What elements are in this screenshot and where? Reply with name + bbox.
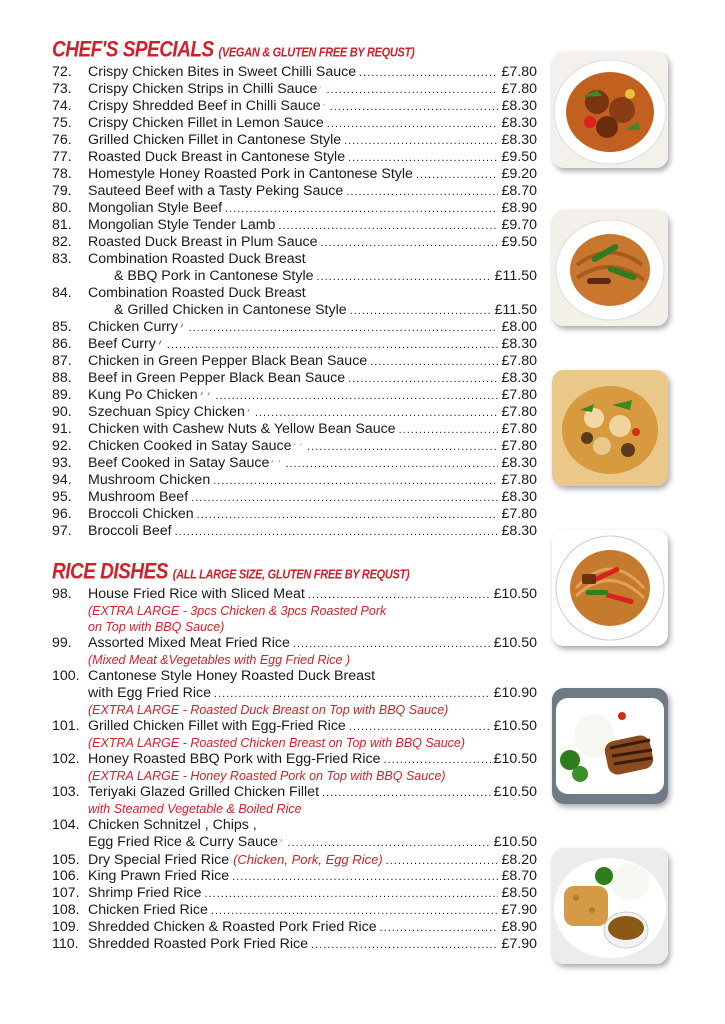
food-photo-szechuan-noodles	[552, 530, 668, 646]
chili-pepper-icon	[319, 82, 321, 93]
item-name: Combination Roasted Duck Breast	[88, 285, 306, 301]
item-number: 77.	[52, 149, 72, 165]
food-photo-kung-po-chicken	[552, 370, 668, 486]
menu-item	[52, 149, 537, 166]
menu-item-continuation	[52, 302, 537, 319]
item-price: £8.30	[501, 455, 537, 471]
leader-dots	[232, 869, 498, 886]
item-name: House Fried Rice with Sliced Meat	[88, 586, 305, 602]
item-name: Chicken Schnitzel , Chips ,	[88, 817, 257, 833]
leader-dots	[278, 218, 498, 235]
item-name: Chicken Cooked in Satay Sauce	[88, 438, 292, 454]
item-number: 88.	[52, 370, 72, 386]
item-price: £7.80	[501, 353, 537, 369]
item-name: Assorted Mixed Meat Fried Rice	[88, 635, 290, 651]
item-price: £7.80	[501, 472, 537, 488]
leader-dots	[359, 65, 498, 82]
menu-item	[52, 370, 537, 387]
item-number: 96.	[52, 506, 72, 522]
item-price: £8.30	[501, 98, 537, 114]
item-number: 76.	[52, 132, 72, 148]
item-price: £8.30	[501, 336, 537, 352]
item-note: (EXTRA LARGE - 3pcs Chicken & 3pcs Roasted Pork	[88, 604, 387, 618]
leader-dots	[330, 99, 499, 116]
menu-item	[52, 919, 537, 936]
leader-dots	[344, 133, 498, 150]
item-name: Sauteed Beef with a Tasty Peking Sauce	[88, 183, 344, 199]
item-price: £7.80	[501, 506, 537, 522]
leader-dots	[225, 201, 498, 218]
item-price: £7.90	[501, 902, 537, 918]
menu-item	[52, 115, 537, 132]
leader-dots	[215, 388, 498, 405]
item-number: 93.	[52, 455, 72, 471]
menu-item	[52, 353, 537, 370]
menu-item	[52, 64, 537, 81]
leader-dots	[189, 320, 499, 337]
item-number: 86.	[52, 336, 72, 352]
item-price: £11.50	[494, 302, 537, 318]
item-note: (Mixed Meat &Vegetables with Egg Fried Rice )	[88, 653, 351, 667]
item-name-continued: Egg Fried Rice & Curry Sauce	[88, 834, 279, 850]
item-note: on Top with BBQ Sauce)	[88, 620, 225, 634]
item-price: £10.50	[493, 586, 537, 602]
item-note: (EXTRA LARGE - Roasted Duck Breast on Top with BBQ Sauce)	[88, 703, 449, 717]
leader-dots	[327, 82, 499, 99]
item-number: 82.	[52, 234, 72, 250]
item-name: Shredded Chicken & Roasted Pork Fried Rice	[88, 919, 377, 935]
leader-dots	[167, 337, 499, 354]
item-name: Combination Roasted Duck Breast	[88, 251, 306, 267]
item-name: Beef Cooked in Satay Sauce	[88, 455, 270, 471]
item-number: 109.	[52, 919, 80, 935]
item-number: 74.	[52, 98, 72, 114]
item-name-continued: & Grilled Chicken in Cantonese Style	[114, 302, 347, 318]
item-name: Shredded Roasted Pork Fried Rice	[88, 936, 309, 952]
item-price: £10.50	[493, 718, 537, 734]
item-name: Kung Po Chicken	[88, 387, 198, 403]
item-number: 102.	[52, 751, 80, 767]
item-name: Crispy Chicken Strips in Chilli Sauce	[88, 81, 318, 97]
item-note: (EXTRA LARGE - Honey Roasted Pork on Top with BBQ Sauce)	[88, 769, 446, 783]
item-number: 105.	[52, 852, 80, 868]
item-price: £7.80	[501, 404, 537, 420]
chili-pepper-icon	[300, 439, 302, 450]
leader-dots	[175, 524, 499, 541]
leader-dots	[213, 473, 498, 490]
leader-dots	[320, 235, 498, 252]
item-number: 75.	[52, 115, 72, 131]
chili-pepper-icon	[158, 337, 162, 348]
item-name: Chicken Fried Rice	[88, 902, 208, 918]
menu-column	[52, 38, 537, 953]
item-price: £11.50	[494, 268, 537, 284]
leader-dots	[191, 490, 498, 507]
item-price: £7.90	[501, 936, 537, 952]
item-price: £10.50	[493, 635, 537, 651]
menu-item	[52, 183, 537, 200]
item-number: 110.	[52, 936, 79, 952]
chili-pepper-icon	[323, 99, 325, 110]
item-price: £8.90	[501, 919, 537, 935]
menu-item	[52, 455, 537, 472]
menu-item	[52, 936, 537, 953]
item-name: Grilled Chicken Fillet in Cantonese Style	[88, 132, 342, 148]
chili-pepper-icon	[271, 456, 274, 467]
chili-pepper-icon	[280, 835, 282, 846]
item-number: 83.	[52, 251, 72, 267]
item-price: £9.50	[501, 149, 537, 165]
menu-item	[52, 81, 537, 98]
item-number: 80.	[52, 200, 72, 216]
menu-item	[52, 234, 537, 251]
menu-item	[52, 319, 537, 336]
item-name: Honey Roasted BBQ Pork with Egg-Fried Rice	[88, 751, 381, 767]
item-name: Crispy Chicken Fillet in Lemon Sauce	[88, 115, 324, 131]
item-number: 87.	[52, 353, 72, 369]
item-number: 95.	[52, 489, 72, 505]
item-price: £8.30	[501, 489, 537, 505]
menu-item-continuation	[52, 834, 537, 851]
item-price: £8.50	[501, 885, 537, 901]
menu-item	[52, 387, 537, 404]
leader-dots	[308, 587, 491, 604]
item-note: (EXTRA LARGE - Roasted Chicken Breast on Top with BBQ Sauce)	[88, 736, 466, 750]
item-number: 101.	[52, 718, 80, 734]
item-price: £8.90	[501, 200, 537, 216]
item-name-continued: with Egg Fried Rice	[88, 685, 212, 701]
leader-dots	[348, 150, 498, 167]
item-number: 94.	[52, 472, 72, 488]
item-number: 100.	[52, 668, 80, 684]
menu-item	[52, 438, 537, 455]
menu-item	[52, 489, 537, 506]
item-number: 72.	[52, 64, 72, 80]
item-name: Chicken in Green Pepper Black Bean Sauce	[88, 353, 368, 369]
item-price: £10.50	[493, 784, 537, 800]
leader-dots	[416, 167, 499, 184]
menu-item	[52, 472, 537, 489]
rice-dishes-list	[52, 586, 537, 953]
item-name: Dry Special Fried Rice	[88, 852, 230, 868]
item-price: £9.50	[501, 234, 537, 250]
item-name: Chicken with Cashew Nuts & Yellow Bean Sauce	[88, 421, 396, 437]
leader-dots	[346, 184, 498, 201]
item-number: 84.	[52, 285, 72, 301]
item-number: 99.	[52, 635, 72, 651]
menu-item	[52, 523, 537, 540]
menu-item	[52, 851, 537, 868]
item-price: £7.80	[501, 421, 537, 437]
item-name: Beef in Green Pepper Black Bean Sauce	[88, 370, 346, 386]
leader-dots	[197, 507, 499, 524]
leader-dots	[205, 886, 499, 903]
menu-item	[52, 404, 537, 421]
leader-dots	[317, 269, 492, 286]
item-name: Roasted Duck Breast in Plum Sauce	[88, 234, 318, 250]
leader-dots	[287, 835, 490, 852]
item-inline-note: (Chicken, Pork, Egg Rice)	[233, 852, 383, 867]
item-number: 90.	[52, 404, 72, 420]
menu-item	[52, 285, 537, 302]
item-number: 92.	[52, 438, 72, 454]
leader-dots	[311, 937, 498, 954]
leader-dots	[327, 116, 499, 133]
menu-item	[52, 251, 537, 268]
leader-dots	[211, 903, 499, 920]
item-number: 98.	[52, 586, 72, 602]
item-number: 103.	[52, 784, 80, 800]
item-number: 106.	[52, 868, 80, 884]
item-name: Grilled Chicken Fillet with Egg-Fried Rice	[88, 718, 346, 734]
menu-item	[52, 421, 537, 438]
menu-item-continuation	[52, 268, 537, 285]
item-number: 89.	[52, 387, 72, 403]
leader-dots	[348, 371, 498, 388]
item-number: 85.	[52, 319, 72, 335]
food-photo-crispy-chicken	[552, 52, 668, 168]
menu-item	[52, 868, 537, 885]
item-number: 78.	[52, 166, 72, 182]
leader-dots	[293, 636, 491, 653]
item-name: Cantonese Style Honey Roasted Duck Breast	[88, 668, 376, 684]
chefs-specials-list	[52, 64, 537, 540]
item-price: £7.80	[501, 438, 537, 454]
chili-pepper-icon	[200, 388, 203, 399]
item-price: £8.30	[501, 370, 537, 386]
menu-item-continuation	[52, 685, 537, 702]
item-price: £10.50	[493, 751, 537, 767]
item-price: £7.80	[501, 387, 537, 403]
food-photo-chicken-schnitzel	[552, 848, 668, 964]
item-number: 73.	[52, 81, 72, 97]
leader-dots	[350, 303, 492, 320]
leader-dots	[255, 405, 499, 422]
menu-item	[52, 751, 537, 768]
leader-dots	[322, 785, 491, 802]
section-title: CHEF'S SPECIALS	[52, 38, 214, 63]
menu-item	[52, 217, 537, 234]
chili-pepper-icon	[207, 388, 210, 399]
item-price: £7.80	[501, 81, 537, 97]
item-number: 107.	[52, 885, 80, 901]
item-name: Mongolian Style Tender Lamb	[88, 217, 276, 233]
leader-dots	[370, 354, 498, 371]
item-number: 81.	[52, 217, 72, 233]
leader-dots	[386, 853, 499, 870]
item-price: £8.30	[501, 523, 537, 539]
item-price: £8.00	[501, 319, 537, 335]
food-photo-teriyaki-chicken-rice	[552, 688, 668, 804]
item-number: 91.	[52, 421, 72, 437]
item-price: £8.70	[501, 183, 537, 199]
item-price: £9.70	[501, 217, 537, 233]
leader-dots	[380, 920, 499, 937]
item-price: £8.20	[501, 852, 537, 868]
item-name-continued: & BBQ Pork in Cantonese Style	[114, 268, 314, 284]
menu-item	[52, 817, 537, 834]
leader-dots	[349, 719, 491, 736]
item-name: Roasted Duck Breast in Cantonese Style	[88, 149, 346, 165]
menu-item	[52, 586, 537, 603]
item-number: 108.	[52, 902, 80, 918]
section-subtitle: (VEGAN & GLUTEN FREE BY REQUST)	[218, 46, 415, 61]
item-price: £10.90	[493, 685, 537, 701]
item-price: £8.70	[501, 868, 537, 884]
item-name: Crispy Shredded Beef in Chilli Sauce	[88, 98, 321, 114]
rice-dishes-heading	[52, 558, 537, 588]
chili-pepper-icon	[247, 405, 250, 416]
item-name: Teriyaki Glazed Grilled Chicken Fillet	[88, 784, 320, 800]
section-subtitle: (ALL LARGE SIZE, GLUTEN FREE BY REQUST)	[172, 568, 410, 583]
leader-dots	[384, 752, 491, 769]
item-name: Beef Curry	[88, 336, 156, 352]
item-name: Broccoli Beef	[88, 523, 172, 539]
item-price: £8.30	[501, 115, 537, 131]
item-price: £10.50	[493, 834, 537, 850]
menu-item	[52, 132, 537, 149]
menu-item	[52, 336, 537, 353]
item-name: Broccoli Chicken	[88, 506, 194, 522]
item-number: 97.	[52, 523, 72, 539]
menu-item	[52, 784, 537, 801]
item-number: 104.	[52, 817, 80, 833]
item-name: Shrimp Fried Rice	[88, 885, 202, 901]
chili-pepper-icon	[278, 456, 281, 467]
menu-item	[52, 718, 537, 735]
item-name: Chicken Curry	[88, 319, 178, 335]
menu-item	[52, 885, 537, 902]
leader-dots	[399, 422, 499, 439]
item-name: Mushroom Beef	[88, 489, 189, 505]
item-name: Homestyle Honey Roasted Pork in Cantonese Style	[88, 166, 413, 182]
chefs-specials-heading	[52, 36, 537, 66]
menu-item	[52, 506, 537, 523]
item-price: £7.80	[501, 64, 537, 80]
menu-item	[52, 98, 537, 115]
item-number: 79.	[52, 183, 72, 199]
menu-item	[52, 200, 537, 217]
leader-dots	[286, 456, 499, 473]
chili-pepper-icon	[293, 439, 295, 450]
item-note: with Steamed Vegetable & Boiled Rice	[88, 802, 302, 816]
item-price: £9.20	[501, 166, 537, 182]
item-name: Crispy Chicken Bites in Sweet Chilli Sauce	[88, 64, 357, 80]
menu-item	[52, 668, 537, 685]
item-name: Mongolian Style Beef	[88, 200, 223, 216]
item-price: £8.30	[501, 132, 537, 148]
menu-item	[52, 166, 537, 183]
item-name: Mushroom Chicken	[88, 472, 211, 488]
leader-dots	[214, 686, 491, 703]
section-title: RICE DISHES	[52, 560, 168, 585]
food-photo-beef-noodles	[552, 210, 668, 326]
item-name: Szechuan Spicy Chicken	[88, 404, 245, 420]
menu-item	[52, 635, 537, 652]
chili-pepper-icon	[180, 320, 184, 331]
item-name: King Prawn Fried Rice	[88, 868, 230, 884]
leader-dots	[307, 439, 498, 456]
menu-item	[52, 902, 537, 919]
